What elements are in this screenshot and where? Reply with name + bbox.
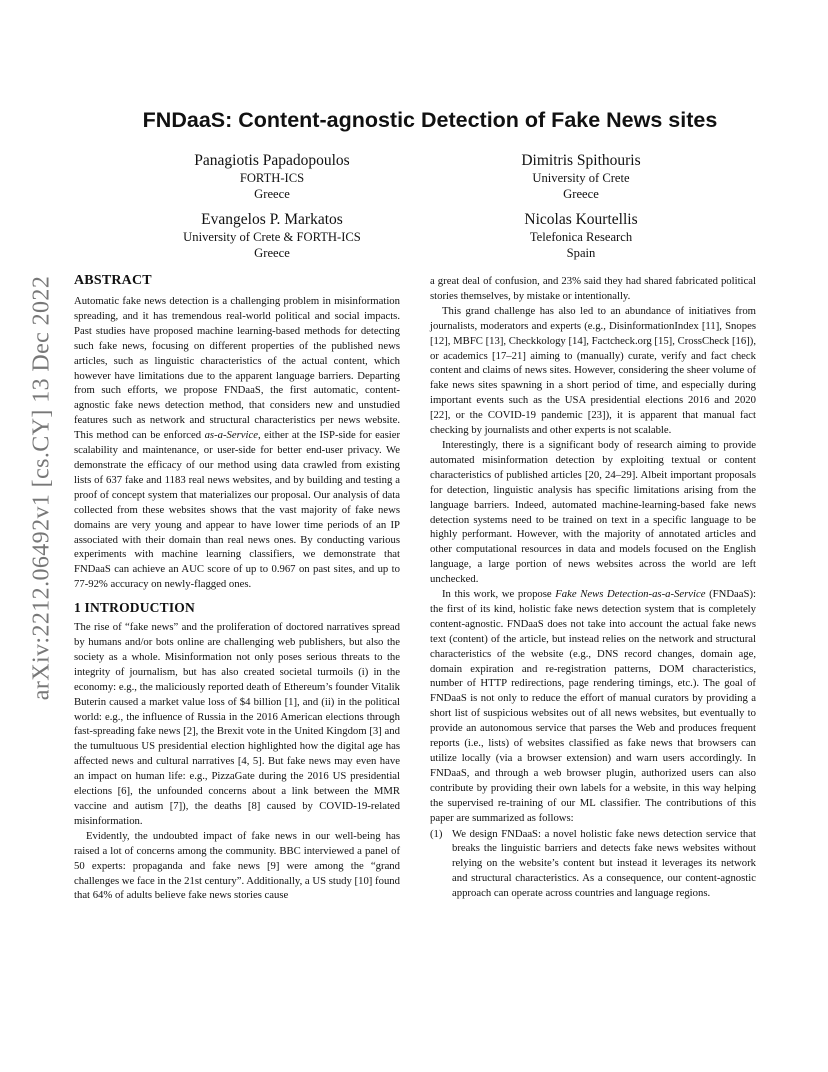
paper-title: FNDaaS: Content-agnostic Detection of Fake News sites — [142, 108, 718, 132]
abstract-text: , either at the ISP-side for easier scalability and maintenance, or user-side for better end-user privacy. We demonstrate the efficacy of our method using data crawled from existing lists of 637 fake and 1183 real news websites, and by building and testing a proof of concept system that materializes our proposal. Our analysis of data collected from these websites shows that the vast majority of fake news domains are very young and appear to have lower time periods of an IP associated with their domain than real news ones. By conducting various experiments with machine learning classifiers, we demonstrate that FNDaaS can achieve an AUC score of up to 0.967 on past sites, and up to 77-92% accuracy on newly-flagged ones. — [74, 429, 400, 591]
arxiv-stamp-text: arXiv:2212.06492v1 [cs.CY] 13 Dec 2022 — [28, 275, 55, 701]
author-country: Greece — [254, 246, 290, 260]
list-text: We design FNDaaS: a novel holistic fake news detection service that breaks the linguistic barriers and detects fake news websites without relying on the website’s content but instead it leverages its network and structural characteristics. As a consequence, our content-agnostic approach can operate across countries and language regions. — [452, 827, 756, 900]
author-country: Greece — [254, 187, 290, 201]
intro-paragraph: This grand challenge has also led to an abundance of initiatives from journalists, moderators and experts (e.g., DisinformationIndex [11], Snopes [12], MBFC [13], Checkkology [14], Factcheck.org [15], CrossCheck [16]), or academics [17–21] aiming to (manually) curate, verify and fact check content and claims of news sites. However, considering the sheer volume of fake news sites spawning in a short period of time, and especially during important events such as the USA presidential elections 2016 and 2020 [22], or the COVID-19 pandemic [23]), it is apparent that manual fact checking by journalists and other experts is not scalable. — [430, 304, 756, 437]
author-country: Spain — [566, 246, 596, 260]
author-affiliation: University of Crete & FORTH-ICS — [183, 230, 361, 244]
author-block — [441, 210, 721, 261]
right-column — [430, 274, 756, 901]
abstract-paragraph — [74, 294, 400, 592]
intro-paragraph — [430, 587, 756, 826]
intro-paragraph: The rise of “fake news” and the proliferation of doctored narratives spread by humans and/or bots online are challenging web publishers, but also the society as a whole. Misinformation not only poses serious threats to the integrity of journalism, but has also created societal turmoils (i) in the economy: e.g., the maliciously reported death of Ethereum’s founder Vitalik Buterin caused a market value loss of $4 billion [1], and (ii) in the political world: e.g., the influence of Russia in the 2016 American elections through fast-spreading fake news [2], the Brexit vote in the United Kingdom [3] and the tumultuous US presidential election highlighted how the digital age has affected news and cultural narratives [4, 5]. But fake news may even have an impact on human life: e.g., PizzaGate during the 2016 US presidential elections [6], the unfounded concerns about a link between the MMR vaccine and autism [7]), the deaths [8] caused by COVID-19-related misinformation. — [74, 621, 400, 827]
author-block — [132, 151, 412, 202]
intro-paragraph: Evidently, the undoubted impact of fake news in our well-being has raised a lot of concerns among the community. BBC interviewed a panel of 50 experts: propaganda and fake news [9] were among the “grand challenges we face in the 21st century”. Additionally, a US study [10] found that 64% of adults believe fake news stories cause — [74, 829, 400, 902]
author-country: Greece — [563, 187, 599, 201]
author-name: Nicolas Kourtellis — [524, 211, 638, 228]
abstract-heading: ABSTRACT — [74, 273, 152, 288]
author-block — [132, 210, 412, 261]
intro-paragraph-continued: a great deal of confusion, and 23% said they had shared fabricated political stories themselves, by mistake or intentionally. — [430, 275, 756, 302]
author-name: Panagiotis Papadopoulos — [194, 152, 350, 169]
abstract-text: Automatic fake news detection is a challenging problem in misinformation spreading, and it has tremendous real-world political and social impacts. Past studies have proposed machine learning-based methods for detecting such fake news, focusing on different properties of the published news articles, such as linguistic characteristics of the actual content, which however have limitations due to the apparent language barriers. Departing from such efforts, we propose FNDaaS, the first automatic, content-agnostic fake news detection method, that considers new and unstudied features such as network and structural characteristics per news website. This method can be enforced — [74, 295, 400, 442]
intro-emphasis: Fake News Detection-as-a-Service — [555, 588, 706, 601]
abstract-emphasis: as-a-Service — [204, 429, 258, 442]
left-column — [74, 272, 400, 903]
author-affiliation: Telefonica Research — [529, 230, 633, 244]
intro-paragraph: Interestingly, there is a significant body of research aiming to provide automated misinformation detection by exploiting textual or content characteristics of published articles [20, 24–29]. Albeit important proposals for detection, linguistic analysis has specific limitations arising from the language barriers. Indeed, automated machine-learning-based fake news detection systems need to be trained on text in a specific language to be highly performant. However, with the majority of annotated articles and other computational resources in data and models focused on the English language, a large portion of news websites across the world are left unchecked. — [430, 438, 756, 586]
author-name: Dimitris Spithouris — [521, 152, 641, 169]
author-affiliation: University of Crete — [532, 171, 630, 185]
intro-text: In this work, we propose — [442, 588, 556, 601]
arxiv-stamp — [22, 275, 62, 701]
contribution-list-item — [430, 827, 756, 902]
author-affiliation: FORTH-ICS — [239, 171, 305, 185]
introduction-heading: 1 INTRODUCTION — [74, 600, 195, 616]
list-number: (1) — [430, 827, 443, 840]
author-name: Evangelos P. Markatos — [201, 211, 343, 228]
author-block — [441, 151, 721, 202]
intro-text: (FNDaaS): the first of its kind, holistic fake news detection system that is completely content-agnostic. FNDaaS does not take into account the actual fake news text (content) of the article, but instead relies on the network and structural characteristics of the website (e.g., DNS record changes, domain age, domain expiration and re-registration patterns, DOM characteristics, number of HTTP redirections, page rendering timings, etc.). The goal of FNDaaS is not only to reduce the effort of manual curators by providing a short list of suspicious websites out of all news websites, but eventually to provide an autonomous service that parses the Web and produces frequent reports (i.e., lists) of websites classified as fake news that browsers can utilize locally (via a browser extension) and warn users accordingly. In FNDaaS, and through a web browser plugin, authorized users can also contribute by providing their own labels for a website, in this way helping the supervised re-training of our ML classifier. The contributions of this paper are summarized as follows: — [430, 588, 756, 824]
